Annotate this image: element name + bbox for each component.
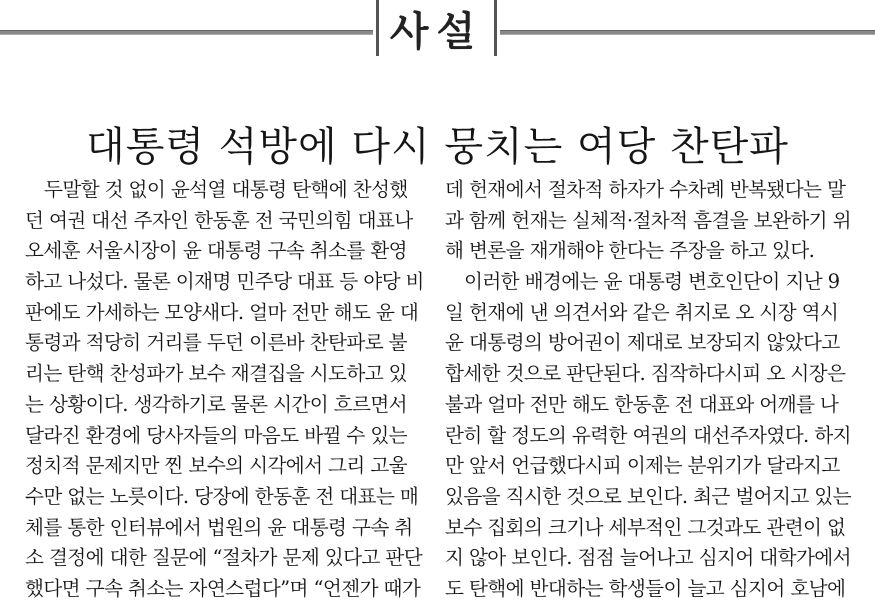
article-line: 만 앞서 언급했다시피 이제는 분위기가 달라지고 [445, 454, 840, 478]
article-line: 하고 나섰다. 물론 이재명 민주당 대표 등 야당 비 [25, 270, 424, 294]
article-line: 두말할 것 없이 윤석열 대통령 탄핵에 찬성했 [25, 178, 408, 201]
article-line: 윤 대통령의 방어권이 제대로 보장되지 않았다고 [445, 331, 840, 355]
article-line: 소 결정에 대한 질문에 “절차가 문제 있다고 판단 [25, 546, 423, 570]
article-line: 판에도 가세하는 모양새다. 얼마 전만 해도 윤 대 [25, 300, 419, 324]
article-line: 보수 집회의 크기나 세부적인 그것과도 관련이 없 [445, 515, 846, 539]
article-line: 이러한 배경에는 윤 대통령 변호인단이 지난 9 [445, 270, 840, 294]
section-label-box [376, 0, 497, 56]
article-line: 도 탄핵에 반대하는 학생들이 늘고 심지어 호남에 [445, 576, 846, 600]
article-line: 해 변론을 재개해야 한다는 주장을 하고 있다. [445, 239, 815, 263]
article-line: 합세한 것으로 판단된다. 짐작하다시피 오 시장은 [445, 362, 846, 386]
article-line: 과 함께 헌재는 실체적·절차적 흠결을 보완하기 위 [445, 208, 851, 232]
article-line: 던 여권 대선 주자인 한동훈 전 국민의힘 대표나 [25, 208, 413, 232]
article-line: 있음을 직시한 것으로 보인다. 최근 벌어지고 있는 [445, 484, 851, 508]
article-line: 리는 탄핵 찬성파가 보수 재결집을 시도하고 있 [25, 362, 407, 386]
article-line: 데 헌재에서 절차적 하자가 수차례 반복됐다는 말 [445, 178, 846, 201]
headline: 대통령 석방에 다시 뭉치는 여당 찬탄파 [86, 123, 789, 170]
article-line: 지 않아 보인다. 점점 늘어나고 심지어 대학가에서 [445, 546, 851, 570]
article-line: 는 상황이다. 생각하기로 물론 시간이 흐르면서 [25, 392, 407, 416]
article-line: 불과 얼마 전만 해도 한동훈 전 대표와 어깨를 나 [445, 392, 839, 416]
article-column-right [445, 175, 860, 605]
article-line: 체를 통한 인터뷰에서 법원의 윤 대통령 구속 취 [25, 515, 413, 539]
article-line: 통령과 적당히 거리를 두던 이른바 찬탄파로 불 [25, 331, 407, 355]
article-line: 수만 없는 노릇이다. 당장에 한동훈 전 대표는 매 [25, 484, 419, 508]
article-line: 했다면 구속 취소는 자연스럽다”며 “언젠가 때가 [25, 576, 421, 600]
article-line: 정치적 문제지만 찐 보수의 시각에서 그리 고울 [25, 454, 407, 478]
article-line: 일 헌재에 낸 의견서와 같은 취지로 오 시장 역시 [445, 300, 839, 324]
article-column-left [25, 175, 445, 605]
header-rule-right [500, 30, 875, 35]
article-line: 란히 할 정도의 유력한 여권의 대선주자였다. 하지 [445, 423, 851, 447]
header-rule-left [0, 30, 373, 35]
section-header [0, 0, 875, 62]
section-label: 사설 [389, 8, 484, 55]
article-line: 오세훈 서울시장이 윤 대통령 구속 취소를 환영 [25, 239, 407, 263]
article-line: 달라진 환경에 당사자들의 마음도 바뀔 수 있는 [25, 423, 407, 447]
